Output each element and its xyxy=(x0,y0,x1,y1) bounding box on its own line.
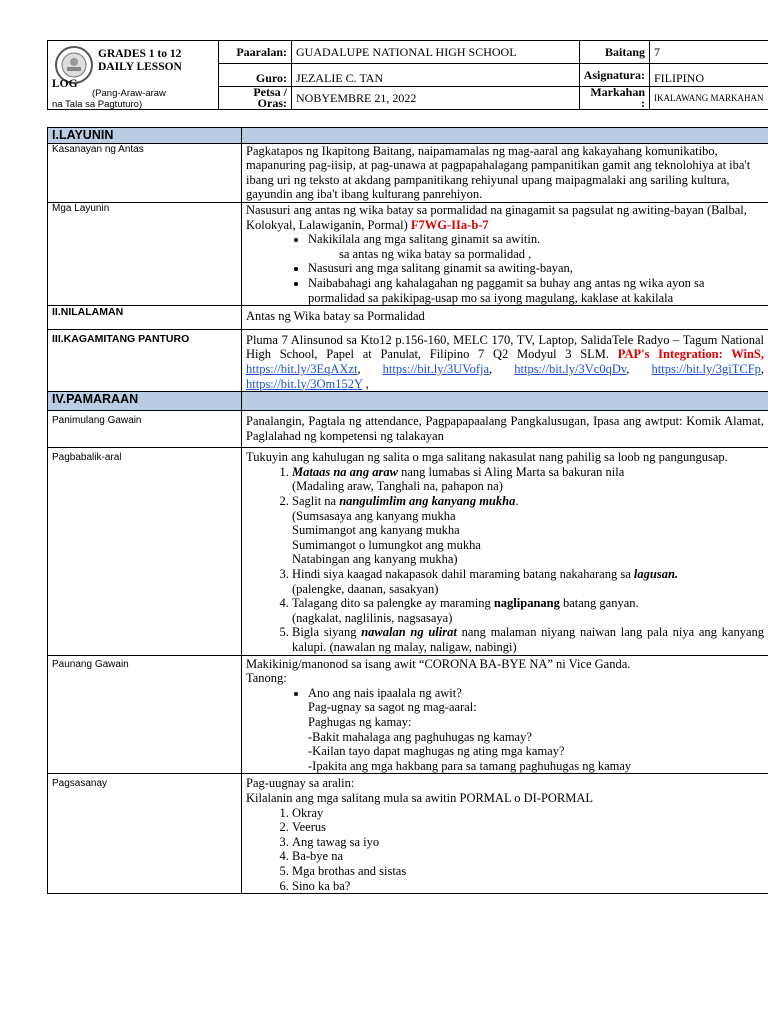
row-kagamitan xyxy=(48,329,768,391)
baitang-value: 7 xyxy=(650,41,768,64)
row-balik-aral xyxy=(48,448,768,655)
paunang-label: Paunang Gawain xyxy=(48,655,242,774)
asignatura-label: Asignatura: xyxy=(579,64,649,87)
header-title: GRADES 1 to 12 DAILY LESSON xyxy=(98,48,182,73)
paaralan-value: GUADALUPE NATIONAL HIGH SCHOOL xyxy=(292,41,580,64)
row-kasanayan xyxy=(48,143,768,202)
header-subtitle: (Pang-Araw-araw xyxy=(92,88,166,99)
row-paunang-gawain xyxy=(48,655,768,774)
link-2[interactable]: https://bit.ly/3UVofja xyxy=(382,361,490,376)
row-mga-layunin xyxy=(48,202,768,305)
list-item: 5. Mga brothas and sistas xyxy=(292,864,764,879)
kagamitan-label: III.KAGAMITANG PANTURO xyxy=(48,329,242,391)
header-subtitle-2: na Tala sa Pagtuturo) xyxy=(52,99,143,110)
section-pamaraan: IV.PAMARAAN xyxy=(48,392,768,411)
pagsasanay-list xyxy=(246,806,764,894)
row-pagsasanay xyxy=(48,774,768,894)
balik-aral-content: Tukuyin ang kahulugan ng salita o mga salitang nakasulat nang pahilig sa loob ng pangungusap. 1. Mataas na ang araw nang lumabas si Aling Marta sa bakuran nila (Madaling araw, Tanghali na, pahapon na) 2. Saglit na nangulimlim ang kanyang mukha. (Sumsasaya ang kanyang mukha Sumimangot ang kanyang mukha Sumimangot o lumungkot ang mukha Natabingan ang kanyang mukha) 3. Hindi siya kaagad nakapasok dahil maraming batang nakaharang sa lagusan. (palengke, daanan, sasakyan) 4. Talagang dito sa palengke ay maraming naglipanang batang ganyan. (nagkalat, naglilinis, nagsasaya) 5. Bigla siyang nawalan ng ulirat nang malaman niyang naiwan lang pala niya ang kanyang kalupi. (nawalan ng malay, naligaw, nabingi) xyxy=(242,448,768,655)
mga-layunin-label: Mga Layunin xyxy=(48,202,242,305)
markahan-label: Markahan : xyxy=(579,87,649,110)
header-title-log: LOG xyxy=(52,78,78,90)
row-panimula xyxy=(48,411,768,448)
panimula-text: Panalangin, Pagtala ng attendance, Pagpapapaalang Pangkalusugan, Ipasa ang awtput: Komik Alamat, Paglalahad ng kompetensi ng talakayan xyxy=(242,411,768,448)
list-item: 3. Ang tawag sa iyo xyxy=(292,835,764,850)
header-table xyxy=(47,40,768,110)
kasanayan-label: Kasanayan ng Antas xyxy=(48,143,242,202)
balik-aral-list: 1. Mataas na ang araw nang lumabas si Aling Marta sa bakuran nila (Madaling araw, Tanghali na, pahapon na) 2. Saglit na nangulimlim ang kanyang mukha. (Sumsasaya ang kanyang mukha Sumimangot ang kanyang mukha Sumimangot o lumungkot ang mukha Natabingan ang kanyang mukha) 3. Hindi siya kaagad nakapasok dahil maraming batang nakaharang sa lagusan. (palengke, daanan, sasakyan) 4. Talagang dito sa palengke ay maraming naglipanang batang ganyan. (nagkalat, naglilinis, nagsasaya) 5. Bigla siyang nawalan ng ulirat nang malaman niyang naiwan lang pala niya ang kanyang kalupi. (nawalan ng malay, naligaw, nabingi) xyxy=(246,465,764,655)
list-item: 4. Ba-bye na xyxy=(292,849,764,864)
link-1[interactable]: https://bit.ly/3EqAXzt xyxy=(246,361,358,376)
kagamitan-content: Pluma 7 Alinsunod sa Kto12 p.156-160, MELC 170, TV, Laptop, SalidaTele Radyo – Tagum National High School, Papel at Panulat, Filipino 7 Q2 Modyul 3 SLM. PAP's Integration: WinS, https://bit.ly/3EqAXzt, https://bit.ly/3UVofja, https://bit.ly/3Vc0qDv, https://bit.ly/3giTCFp, https://bit.ly/3Om152Y , xyxy=(242,329,768,391)
lesson-table xyxy=(47,127,768,894)
baitang-label: Baitang xyxy=(579,41,649,64)
header-title-cell xyxy=(48,41,219,110)
asignatura-value: FILIPINO xyxy=(650,64,768,87)
list-item: 2. Veerus xyxy=(292,820,764,835)
nilalaman-label: II.NILALAMAN xyxy=(48,306,242,330)
list-item: 1. Okray xyxy=(292,806,764,821)
paunang-content: Makikinig/manonod sa isang awit “CORONA BA-BYE NA” ni Vice Ganda. Tanong: • Ano ang nais ipaalala ng awit? Pag-ugnay sa sagot ng mag-aaral: Paghugas ng kamay: -Bakit mahalaga ang paghuhugas ng kamay? -Kailan tayo dapat maghugas ng ating mga kamay? -Ipakita ang mga hakbang para sa tamang paghuhugas ng kamay xyxy=(242,655,768,774)
link-4[interactable]: https://bit.ly/3giTCFp xyxy=(651,361,761,376)
panimula-label: Panimulang Gawain xyxy=(48,411,242,448)
layunin-list: • Nakikilala ang mga salitang ginamit sa awitin. xyxy=(246,232,764,247)
paaralan-label: Paaralan: xyxy=(219,41,292,64)
markahan-value: IKALAWANG MARKAHAN xyxy=(650,87,768,110)
pagsasanay-label: Pagsasanay xyxy=(48,774,242,894)
balik-aral-label: Pagbabalik-aral xyxy=(48,448,242,655)
link-3[interactable]: https://bit.ly/3Vc0qDv xyxy=(514,361,627,376)
mga-layunin-content: Nasusuri ang antas ng wika batay sa pormalidad na ginagamit sa pagsulat ng awiting-bayan (Balbal, Kolokyal, Lalawiganin, Pormal) F7WG-IIa-b-7 • Nakikilala ang mga salitang ginamit sa awitin. sa antas ng wika batay sa pormalidad , • Nasusuri ang mga salitang ginamit sa awiting-bayan, • Naibabahagi ang kahalagahan ng paggamit sa buhay ang antas ng wika ayon sa pormalidad sa pakikipag-usap mo sa iyong magulang, kaklase at kakilala xyxy=(242,202,768,305)
guro-value: JEZALIE C. TAN xyxy=(292,64,580,87)
guro-label: Guro: xyxy=(219,64,292,87)
kasanayan-text: Pagkatapos ng Ikapitong Baitang, naipamamalas ng mag-aaral ang kakayahang komunikatibo, mapanuring pag-iisip, at pag-unawa at pagpapahalagang pampanitikan gamit ang teknolohiya at iba't ibang uri ng teksto at akdang pampanitikang rehiyunal upang maipagmalaki ang sariling kultura, gayundin ang iba't ibang kulturang panrehiyon. xyxy=(242,143,768,202)
list-item: 6. Sino ka ba? xyxy=(292,879,764,894)
competency-code: F7WG-IIa-b-7 xyxy=(410,217,489,232)
link-5[interactable]: https://bit.ly/3Om152Y xyxy=(246,376,363,391)
petsa-value: NOBYEMBRE 21, 2022 xyxy=(292,87,580,110)
pagsasanay-content: Pag-uugnay sa aralin: Kilalanin ang mga salitang mula sa awitin PORMAL o DI-PORMAL 1. Okray 2. Veerus 3. Ang tawag sa iyo 4. Ba-bye na 5. Mga brothas and sistas 6. Sino ka ba? xyxy=(242,774,768,894)
nilalaman-text: Antas ng Wika batay sa Pormalidad xyxy=(242,306,768,330)
row-nilalaman xyxy=(48,306,768,330)
petsa-label: Petsa / Oras: xyxy=(219,87,292,110)
section-layunin: I.LAYUNIN xyxy=(48,128,768,144)
